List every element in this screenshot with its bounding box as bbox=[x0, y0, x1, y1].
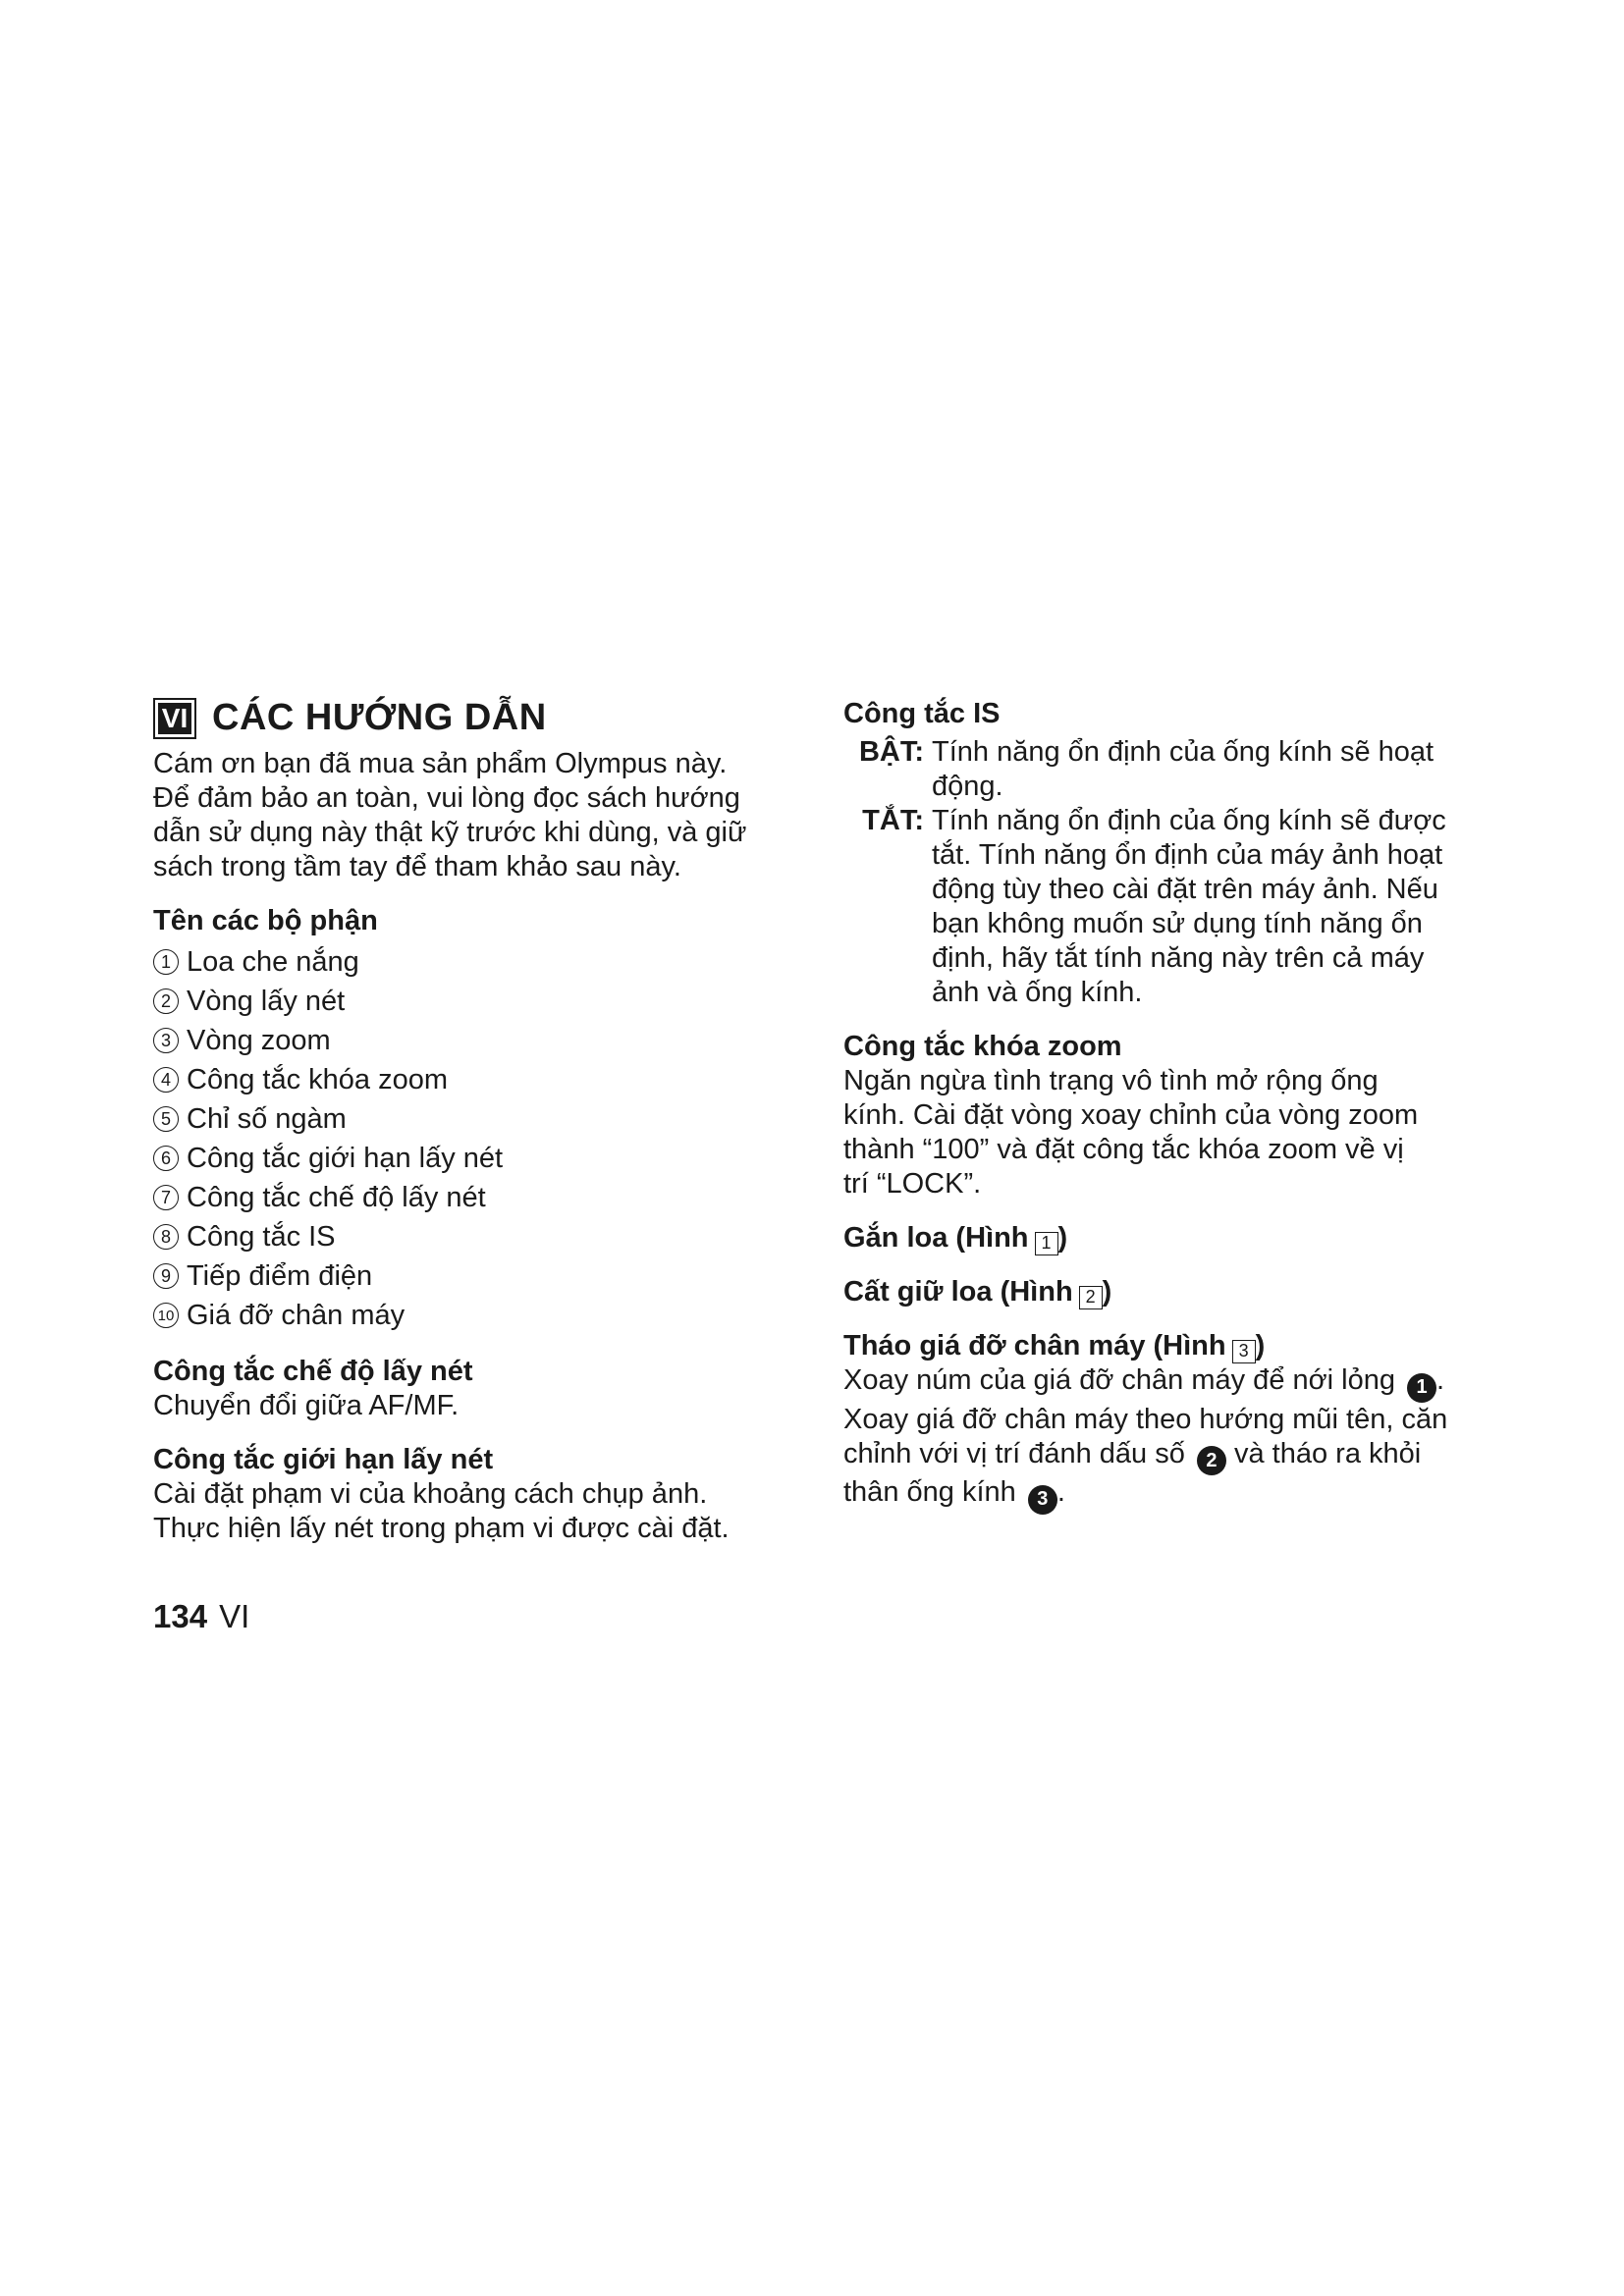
figure-number: 2 bbox=[1079, 1286, 1103, 1309]
is-off-text: tắt. Tính năng ổn định của máy ảnh hoạt bbox=[932, 839, 1443, 871]
is-switch-section bbox=[843, 697, 1482, 1010]
tripod-line bbox=[843, 1363, 1482, 1403]
circled-number: 8 bbox=[153, 1224, 179, 1250]
list-item bbox=[153, 1139, 782, 1178]
zoom-lock-text: kính. Cài đặt vòng xoay chỉnh của vòng zoom bbox=[843, 1099, 1419, 1131]
circled-number: 6 bbox=[153, 1146, 179, 1171]
left-column bbox=[153, 697, 782, 1546]
zoom-lock-text: trí “LOCK”. bbox=[843, 1168, 982, 1200]
tripod-title: Tháo giá đỡ chân máy (Hình bbox=[843, 1330, 1226, 1362]
is-on-key: BẬT: bbox=[858, 736, 924, 768]
title-row bbox=[153, 697, 782, 739]
circled-number: 2 bbox=[153, 988, 179, 1014]
language-badge: VI bbox=[153, 698, 196, 739]
intro-line: dẫn sử dụng này thật kỹ trước khi dùng, và giữ bbox=[153, 817, 747, 848]
page-title: CÁC HƯỚNG DẪN bbox=[212, 697, 547, 738]
step-number-icon: 2 bbox=[1197, 1446, 1226, 1475]
tripod-text: thân ống kính bbox=[843, 1476, 1016, 1508]
part-label: Công tắc chế độ lấy nét bbox=[187, 1181, 486, 1213]
list-item bbox=[153, 942, 782, 982]
tripod-section bbox=[843, 1329, 1482, 1515]
page-language: VI bbox=[219, 1598, 250, 1634]
list-item bbox=[153, 1256, 782, 1296]
tripod-text: Xoay núm của giá đỡ chân máy để nới lỏng bbox=[843, 1364, 1395, 1396]
focus-limit-text: Thực hiện lấy nét trong phạm vi được cài đặt. bbox=[153, 1513, 730, 1544]
tripod-heading bbox=[843, 1329, 1482, 1363]
attach-hood-title: Gắn loa (Hình bbox=[843, 1222, 1029, 1254]
intro-line: sách trong tầm tay để tham khảo sau này. bbox=[153, 851, 681, 882]
is-off-text: định, hãy tắt tính năng này trên cả máy bbox=[932, 942, 1425, 974]
is-switch-definitions bbox=[843, 735, 1482, 1010]
zoom-lock-text: Ngăn ngừa tình trạng vô tình mở rộng ống bbox=[843, 1065, 1379, 1096]
paren: ) bbox=[1255, 1330, 1266, 1362]
zoom-lock-section bbox=[843, 1030, 1482, 1201]
focus-limit-heading: Công tắc giới hạn lấy nét bbox=[153, 1444, 494, 1475]
is-off-text: Tính năng ổn định của ống kính sẽ được bbox=[932, 805, 1446, 836]
tripod-line bbox=[843, 1437, 1482, 1476]
tripod-line: Xoay giá đỡ chân máy theo hướng mũi tên, căn bbox=[843, 1403, 1448, 1435]
circled-number: 4 bbox=[153, 1067, 179, 1093]
circled-number: 10 bbox=[153, 1303, 179, 1328]
part-label: Giá đỡ chân máy bbox=[187, 1299, 406, 1331]
part-label: Công tắc khóa zoom bbox=[187, 1063, 448, 1095]
is-switch-heading: Công tắc IS bbox=[843, 698, 1001, 729]
circled-number: 7 bbox=[153, 1185, 179, 1210]
circled-number: 9 bbox=[153, 1263, 179, 1289]
is-off-text: động tùy theo cài đặt trên máy ảnh. Nếu bbox=[932, 874, 1438, 905]
part-label: Vòng lấy nét bbox=[187, 985, 346, 1017]
zoom-lock-heading: Công tắc khóa zoom bbox=[843, 1031, 1122, 1062]
attach-hood-heading bbox=[843, 1221, 1482, 1255]
list-item bbox=[153, 1099, 782, 1139]
is-off-text: bạn không muốn sử dụng tính năng ổn bbox=[932, 908, 1423, 939]
list-item bbox=[153, 1021, 782, 1060]
store-hood-heading bbox=[843, 1275, 1482, 1309]
period: . bbox=[1436, 1364, 1445, 1396]
list-item bbox=[153, 1060, 782, 1099]
circled-number: 5 bbox=[153, 1106, 179, 1132]
parts-list bbox=[153, 942, 782, 1335]
period: . bbox=[1056, 1476, 1065, 1508]
is-off-text: ảnh và ống kính. bbox=[932, 977, 1143, 1008]
circled-number: 3 bbox=[153, 1028, 179, 1053]
is-on-row bbox=[843, 735, 1482, 804]
tripod-text: chỉnh với vị trí đánh dấu số bbox=[843, 1437, 1185, 1469]
part-label: Công tắc IS bbox=[187, 1220, 336, 1253]
list-item bbox=[153, 1178, 782, 1217]
focus-mode-heading: Công tắc chế độ lấy nét bbox=[153, 1356, 473, 1387]
part-label: Công tắc giới hạn lấy nét bbox=[187, 1142, 504, 1174]
step-number-icon: 1 bbox=[1407, 1373, 1436, 1403]
intro-paragraph bbox=[153, 747, 782, 884]
part-label: Vòng zoom bbox=[187, 1024, 331, 1056]
is-on-text: động. bbox=[932, 771, 1003, 802]
focus-mode-text: Chuyển đổi giữa AF/MF. bbox=[153, 1390, 460, 1421]
paren: ) bbox=[1057, 1222, 1068, 1254]
focus-limit-section bbox=[153, 1443, 782, 1546]
parts-heading: Tên các bộ phận bbox=[153, 905, 378, 936]
store-hood-title: Cất giữ loa (Hình bbox=[843, 1276, 1073, 1308]
list-item bbox=[153, 1296, 782, 1335]
parts-section bbox=[153, 904, 782, 1335]
part-label: Loa che nắng bbox=[187, 945, 359, 978]
is-on-text: Tính năng ổn định của ống kính sẽ hoạt bbox=[932, 736, 1435, 768]
step-number-icon: 3 bbox=[1028, 1485, 1057, 1515]
intro-line: Để đảm bảo an toàn, vui lòng đọc sách hướng bbox=[153, 782, 740, 814]
is-off-row bbox=[843, 804, 1482, 1010]
intro-line: Cám ơn bạn đã mua sản phẩm Olympus này. bbox=[153, 748, 728, 779]
tripod-text: và tháo ra khỏi bbox=[1234, 1437, 1422, 1469]
figure-number: 1 bbox=[1035, 1232, 1058, 1255]
circled-number: 1 bbox=[153, 949, 179, 975]
list-item bbox=[153, 1217, 782, 1256]
focus-limit-text: Cài đặt phạm vi của khoảng cách chụp ảnh. bbox=[153, 1478, 708, 1510]
focus-mode-section bbox=[153, 1355, 782, 1423]
page-number-value: 134 bbox=[153, 1598, 208, 1634]
is-off-key: TẮT: bbox=[862, 805, 924, 836]
right-column bbox=[843, 697, 1482, 1515]
part-label: Tiếp điểm điện bbox=[187, 1259, 373, 1292]
zoom-lock-text: thành “100” và đặt công tắc khóa zoom về vị bbox=[843, 1134, 1404, 1165]
figure-number: 3 bbox=[1232, 1340, 1256, 1363]
tripod-line bbox=[843, 1475, 1482, 1515]
part-label: Chỉ số ngàm bbox=[187, 1102, 347, 1135]
paren: ) bbox=[1102, 1276, 1112, 1308]
page-number bbox=[153, 1598, 249, 1635]
list-item bbox=[153, 982, 782, 1021]
